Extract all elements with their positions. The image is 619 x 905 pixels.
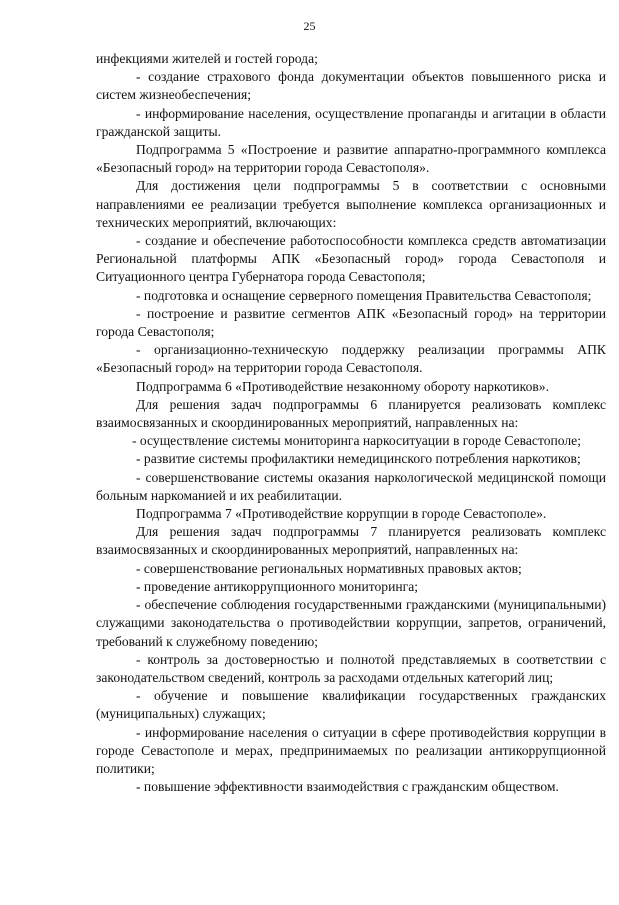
paragraph: - совершенствование региональных нормативных правовых актов;	[136, 560, 522, 576]
paragraph: - совершенствование системы оказания наркологической медицинской помощи больным наркоманией и их реабилитации.	[96, 469, 606, 503]
paragraph: - развитие системы профилактики немедицинского потребления наркотиков;	[136, 451, 581, 467]
paragraph: - обеспечение соблюдения государственными гражданскими (муниципальными) служащими законодательства о противодействии коррупции, запретов, ограничений, требований к служебному поведению;	[96, 597, 606, 649]
paragraph: - повышение эффективности взаимодействия с гражданским обществом.	[136, 779, 559, 795]
paragraph: - построение и развитие сегментов АПК «Безопасный город» на территории города Севастополя;	[96, 305, 606, 340]
paragraph: - информирование населения о ситуации в сфере противодействия коррупции в городе Севастополе и мерах, предпринимаемых по реализации антикоррупционной политики;	[96, 724, 606, 776]
paragraph: - обучение и повышение квалификации государственных гражданских (муниципальных) служащих;	[96, 688, 606, 722]
subprogram-7-heading: Подпрограмма 7 «Противодействие коррупции в городе Севастополе».	[136, 506, 547, 522]
paragraph: - осуществление системы мониторинга наркоситуации в городе Севастополе;	[132, 433, 581, 449]
paragraph: - проведение антикоррупционного мониторинга;	[136, 578, 419, 594]
paragraph: - организационно-техническую поддержку реализации программы АПК «Безопасный город» на территории города Севастополя.	[96, 342, 606, 376]
subprogram-6-heading: Подпрограмма 6 «Противодействие незаконному обороту наркотиков».	[136, 378, 549, 394]
paragraph: Для достижения цели подпрограммы 5 в соответствии с основными направлениями ее реализации требуется выполнение комплекса организационных и технических мероприятий, включающих:	[96, 178, 606, 230]
paragraph: инфекциями жителей и гостей города;	[96, 51, 318, 66]
page-number: 25	[303, 19, 316, 33]
paragraph: Для решения задач подпрограммы 7 планируется реализовать комплекс взаимосвязанных и скоординированных мероприятий, направленных на:	[96, 524, 606, 558]
paragraph: - информирование населения, осуществление пропаганды и агитации в области гражданской защиты.	[96, 105, 606, 139]
document-body	[96, 50, 606, 796]
paragraph: - создание и обеспечение работоспособности комплекса средств автоматизации Региональной платформы АПК «Безопасный город» города Севастополя и Ситуационного центра Губернатора города Севастополя;	[96, 233, 606, 285]
paragraph: - контроль за достоверностью и полнотой представляемых в соответствии с законодательством сведений, контроль за расходами отдельных категорий лиц;	[96, 651, 606, 685]
subprogram-5-heading: Подпрограмма 5 «Построение и развитие аппаратно-программного комплекса «Безопасный город» на территории города Севастополя».	[96, 142, 606, 176]
paragraph: - создание страхового фонда документации объектов повышенного риска и систем жизнеобеспечения;	[96, 69, 606, 103]
paragraph: - подготовка и оснащение серверного помещения Правительства Севастополя;	[136, 287, 592, 303]
paragraph: Для решения задач подпрограммы 6 планируется реализовать комплекс взаимосвязанных и скоординированных мероприятий, направленных на:	[96, 396, 606, 431]
